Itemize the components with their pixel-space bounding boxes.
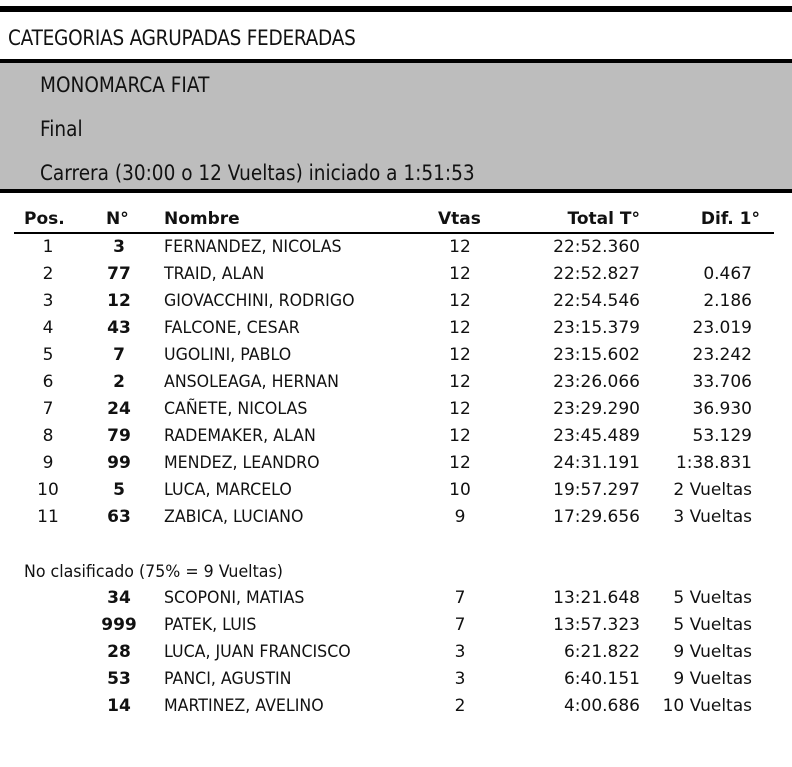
cell-pos: 11 [37, 507, 59, 527]
header-laps: Vtas [438, 209, 481, 229]
cell-name: RADEMAKER, ALAN [164, 426, 316, 446]
table-row [0, 261, 792, 288]
cell-laps: 12 [449, 345, 471, 365]
table-row [0, 639, 792, 666]
cell-pos: 5 [42, 345, 54, 365]
race-info: Carrera (30:00 o 12 Vueltas) iniciado a 1:51:53 [40, 161, 475, 185]
series-name: MONOMARCA FIAT [40, 73, 210, 97]
cell-number: 77 [107, 264, 131, 284]
cell-name: MARTINEZ, AVELINO [164, 696, 324, 716]
cell-pos: 6 [42, 372, 54, 392]
cell-laps: 12 [449, 399, 471, 419]
cell-diff: 2 Vueltas [673, 480, 752, 500]
cell-pos: 4 [42, 318, 54, 338]
cell-diff: 36.930 [692, 399, 752, 419]
table-header [0, 206, 792, 233]
cell-laps: 12 [449, 237, 471, 257]
cell-laps: 10 [449, 480, 471, 500]
header-name: Nombre [164, 209, 240, 229]
cell-total-time: 6:21.822 [563, 642, 640, 662]
cell-number: 43 [107, 318, 131, 338]
cell-name: TRAID, ALAN [164, 264, 265, 284]
category-title: CATEGORIAS AGRUPADAS FEDERADAS [8, 26, 356, 50]
cell-name: FERNANDEZ, NICOLAS [164, 237, 342, 257]
cell-laps: 7 [454, 588, 466, 608]
cell-number: 5 [113, 480, 125, 500]
cell-name: LUCA, MARCELO [164, 480, 292, 500]
cell-pos: 2 [42, 264, 54, 284]
table-row [0, 369, 792, 396]
cell-laps: 3 [454, 669, 466, 689]
top-rule [0, 6, 792, 12]
header-diff: Dif. 1° [700, 209, 760, 229]
table-row [0, 477, 792, 504]
cell-number: 28 [107, 642, 131, 662]
cell-total-time: 13:57.323 [553, 615, 640, 635]
cell-total-time: 23:26.066 [553, 372, 640, 392]
table-row [0, 288, 792, 315]
cell-laps: 12 [449, 264, 471, 284]
cell-total-time: 4:00.686 [563, 696, 640, 716]
cell-number: 14 [107, 696, 131, 716]
cell-pos: 7 [42, 399, 54, 419]
cell-laps: 12 [449, 372, 471, 392]
cell-name: SCOPONI, MATIAS [164, 588, 305, 608]
cell-name: MENDEZ, LEANDRO [164, 453, 320, 473]
table-row [0, 450, 792, 477]
cell-diff: 23.242 [692, 345, 752, 365]
cell-total-time: 17:29.656 [553, 507, 640, 527]
cell-laps: 3 [454, 642, 466, 662]
cell-diff: 1:38.831 [675, 453, 752, 473]
session-name: Final [40, 117, 83, 141]
cell-number: 999 [101, 615, 137, 635]
table-row [0, 342, 792, 369]
cell-total-time: 24:31.191 [553, 453, 640, 473]
cell-total-time: 22:54.546 [553, 291, 640, 311]
cell-diff: 0.467 [703, 264, 752, 284]
cell-name: UGOLINI, PABLO [164, 345, 292, 365]
not-classified-label: No clasificado (75% = 9 Vueltas) [24, 562, 283, 582]
cell-laps: 12 [449, 318, 471, 338]
header-number: N° [106, 209, 129, 229]
table-row [0, 315, 792, 342]
cell-number: 3 [113, 237, 125, 257]
cell-diff: 9 Vueltas [673, 669, 752, 689]
table-row [0, 693, 792, 720]
cell-number: 99 [107, 453, 131, 473]
cell-number: 53 [107, 669, 131, 689]
cell-number: 63 [107, 507, 131, 527]
cell-total-time: 23:15.602 [553, 345, 640, 365]
cell-pos: 3 [42, 291, 54, 311]
cell-diff: 10 Vueltas [662, 696, 752, 716]
cell-total-time: 22:52.827 [553, 264, 640, 284]
cell-laps: 9 [454, 507, 466, 527]
table-row [0, 423, 792, 450]
cell-diff: 5 Vueltas [673, 588, 752, 608]
table-row [0, 234, 792, 261]
cell-total-time: 22:52.360 [553, 237, 640, 257]
cell-name: CAÑETE, NICOLAS [164, 399, 308, 419]
event-header-panel [0, 59, 792, 193]
cell-total-time: 13:21.648 [553, 588, 640, 608]
cell-name: PANCI, AGUSTIN [164, 669, 292, 689]
cell-laps: 12 [449, 453, 471, 473]
table-row [0, 585, 792, 612]
cell-name: ZABICA, LUCIANO [164, 507, 304, 527]
cell-number: 24 [107, 399, 131, 419]
cell-diff: 2.186 [703, 291, 752, 311]
header-pos: Pos. [24, 209, 65, 229]
cell-pos: 1 [42, 237, 54, 257]
cell-total-time: 19:57.297 [553, 480, 640, 500]
cell-diff: 53.129 [692, 426, 752, 446]
cell-total-time: 6:40.151 [563, 669, 640, 689]
cell-total-time: 23:15.379 [553, 318, 640, 338]
cell-laps: 2 [454, 696, 466, 716]
cell-laps: 7 [454, 615, 466, 635]
cell-diff: 5 Vueltas [673, 615, 752, 635]
cell-total-time: 23:45.489 [553, 426, 640, 446]
table-row [0, 612, 792, 639]
cell-pos: 8 [42, 426, 54, 446]
cell-laps: 12 [449, 291, 471, 311]
cell-number: 12 [107, 291, 131, 311]
cell-name: GIOVACCHINI, RODRIGO [164, 291, 355, 311]
cell-number: 7 [113, 345, 125, 365]
cell-diff: 33.706 [692, 372, 752, 392]
cell-name: LUCA, JUAN FRANCISCO [164, 642, 351, 662]
cell-total-time: 23:29.290 [553, 399, 640, 419]
cell-number: 79 [107, 426, 131, 446]
cell-name: PATEK, LUIS [164, 615, 257, 635]
cell-number: 2 [113, 372, 125, 392]
cell-laps: 12 [449, 426, 471, 446]
cell-diff: 3 Vueltas [673, 507, 752, 527]
cell-name: ANSOLEAGA, HERNAN [164, 372, 339, 392]
table-row [0, 504, 792, 531]
table-row [0, 396, 792, 423]
table-row [0, 666, 792, 693]
cell-number: 34 [107, 588, 131, 608]
cell-diff: 23.019 [692, 318, 752, 338]
header-total-time: Total T° [567, 209, 640, 229]
cell-diff: 9 Vueltas [673, 642, 752, 662]
cell-name: FALCONE, CESAR [164, 318, 300, 338]
cell-pos: 10 [37, 480, 59, 500]
cell-pos: 9 [42, 453, 54, 473]
